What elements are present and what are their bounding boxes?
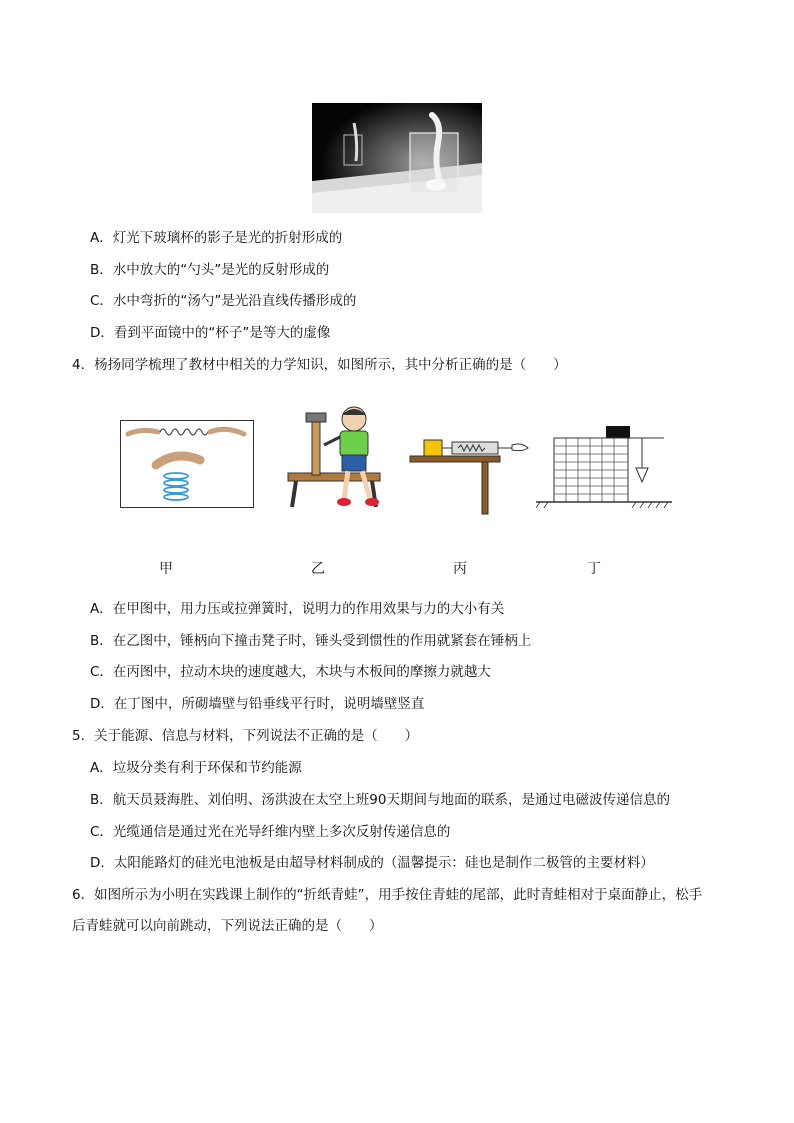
figure-jia-spring [120, 420, 254, 508]
figure-yi-hammer [286, 403, 390, 511]
caption-ding: 丁 [587, 561, 601, 577]
q4-option-b: B．在乙图中，锤柄向下撞击凳子时，锤头受到惯性的作用就紧套在锤柄上 [90, 633, 532, 649]
q5-option-a: A．垃圾分类有利于环保和节约能源 [90, 760, 302, 776]
caption-jia: 甲 [159, 561, 173, 577]
q6-stem-line-2: 后青蛙就可以向前跳动，下列说法正确的是（ ） [72, 918, 383, 934]
q4-option-a: A．在甲图中，用力压或拉弹簧时，说明力的作用效果与力的大小有关 [90, 601, 505, 617]
q4-stem: 4．杨扬同学梳理了教材中相关的力学知识，如图所示，其中分析正确的是（ ） [72, 357, 567, 373]
figure-bing-friction [408, 436, 530, 516]
caption-bing: 丙 [453, 561, 467, 577]
q5-option-d: D．太阳能路灯的硅光电池板是由超导材料制成的（温馨提示：硅也是制作二极管的主要材料） [90, 855, 654, 871]
q5-option-c: C．光缆通信是通过光在光导纤维内壁上多次反射传递信息的 [90, 824, 451, 840]
figure-ding-wall [536, 424, 672, 508]
q4-option-c: C．在丙图中，拉动木块的速度越大，木块与木板间的摩擦力就越大 [90, 664, 491, 680]
q6-stem-line-1: 6．如图所示为小明在实践课上制作的“折纸青蛙”，用手按住青蛙的尾部，此时青蛙相对于桌面静止，松手 [72, 887, 703, 903]
glass-spoon-photo [312, 103, 482, 213]
caption-yi: 乙 [311, 561, 325, 577]
q5-stem: 5．关于能源、信息与材料，下列说法不正确的是（ ） [72, 728, 419, 744]
q3-option-a: A．灯光下玻璃杯的影子是光的折射形成的 [90, 230, 343, 246]
q5-option-b: B．航天员聂海胜、刘伯明、汤洪波在太空上班90天期间与地面的联系，是通过电磁波传递信息的 [90, 792, 670, 808]
q3-option-b: B．水中放大的“勺头”是光的反射形成的 [90, 262, 330, 278]
q4-option-d: D．在丁图中，所砌墙壁与铅垂线平行时，说明墙壁竖直 [90, 696, 425, 712]
q3-option-d: D．看到平面镜中的“杯子”是等大的虚像 [90, 325, 331, 341]
q3-option-c: C．水中弯折的“汤勺”是光沿直线传播形成的 [90, 293, 357, 309]
